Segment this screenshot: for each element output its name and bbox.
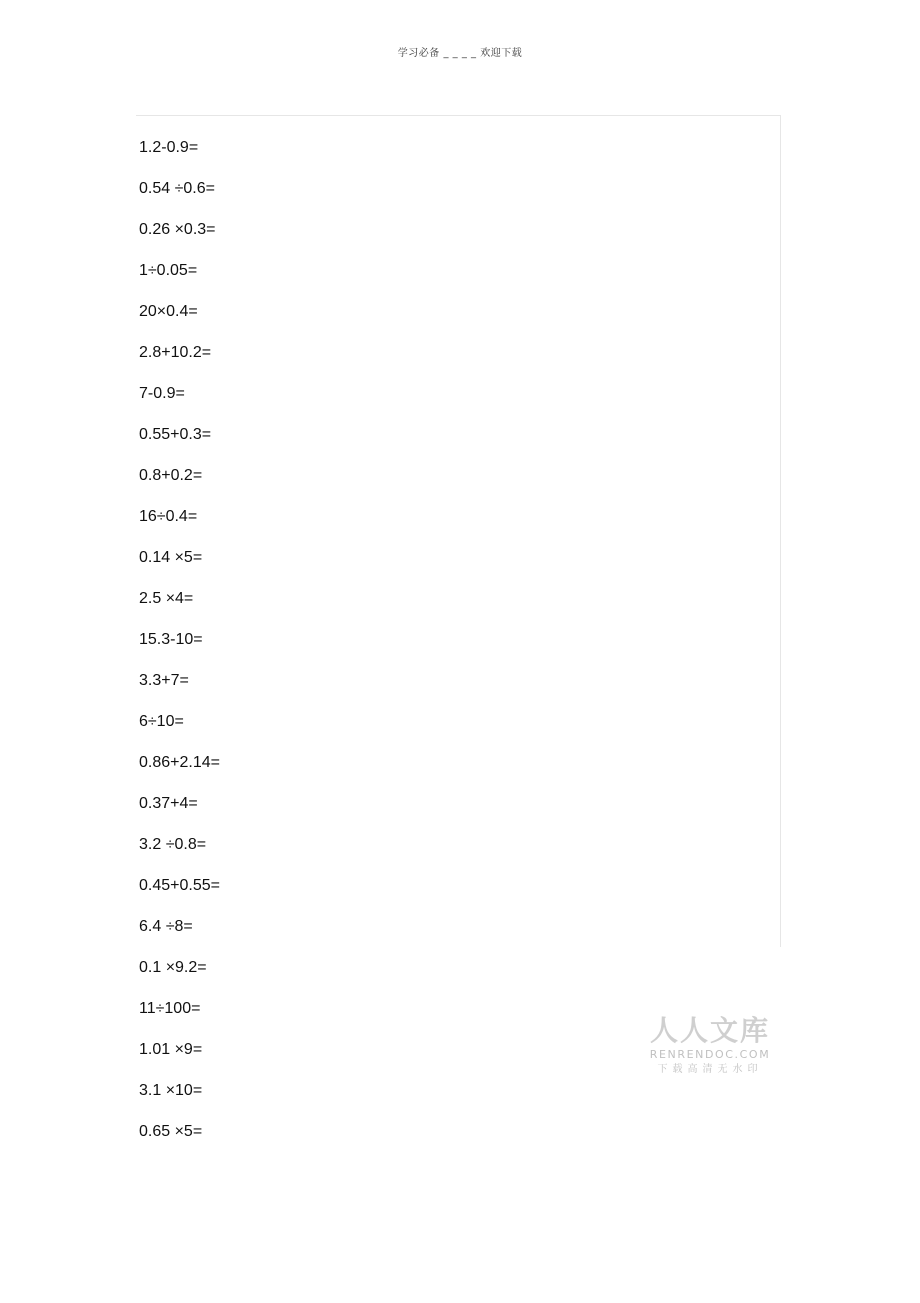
problem-item: 0.14 ×5=: [139, 549, 203, 566]
problem-item: 20×0.4=: [139, 303, 198, 320]
problem-item: 2.8+10.2=: [139, 344, 212, 361]
watermark-caption: 下载高清无水印: [657, 1064, 763, 1075]
problem-item: 0.26 ×0.3=: [139, 221, 216, 238]
problem-item: 3.2 ÷0.8=: [139, 836, 207, 853]
problem-item: 1.01 ×9=: [139, 1041, 203, 1058]
problem-item: 11÷100=: [139, 1000, 201, 1017]
content-frame: [136, 115, 781, 947]
problem-item: 6.4 ÷8=: [139, 918, 193, 935]
watermark-domain: RENRENDOC.COM: [649, 1048, 771, 1061]
problem-item: 3.3+7=: [139, 672, 189, 689]
problem-item: 16÷0.4=: [139, 508, 198, 525]
problem-item: 0.65 ×5=: [139, 1123, 203, 1140]
problem-item: 1÷0.05=: [139, 262, 198, 279]
watermark-logo: 人人文库: [649, 1014, 770, 1047]
problem-item: 1.2-0.9=: [139, 139, 199, 156]
problem-item: 0.8+0.2=: [139, 467, 203, 484]
problem-item: 6÷10=: [139, 713, 184, 730]
problem-item: 0.86+2.14=: [139, 754, 220, 771]
problem-item: 0.55+0.3=: [139, 426, 212, 443]
problem-item: 7-0.9=: [139, 385, 185, 402]
problem-item: 0.54 ÷0.6=: [139, 180, 215, 197]
problem-item: 0.45+0.55=: [139, 877, 220, 894]
problem-item: 2.5 ×4=: [139, 590, 194, 607]
problem-item: 0.1 ×9.2=: [139, 959, 207, 976]
problem-item: 15.3-10=: [139, 631, 203, 648]
page-header: 学习必备 _ _ _ _ 欢迎下载: [397, 48, 523, 59]
problem-item: 3.1 ×10=: [139, 1082, 203, 1099]
watermark: [648, 1014, 772, 1078]
problem-item: 0.37+4=: [139, 795, 198, 812]
